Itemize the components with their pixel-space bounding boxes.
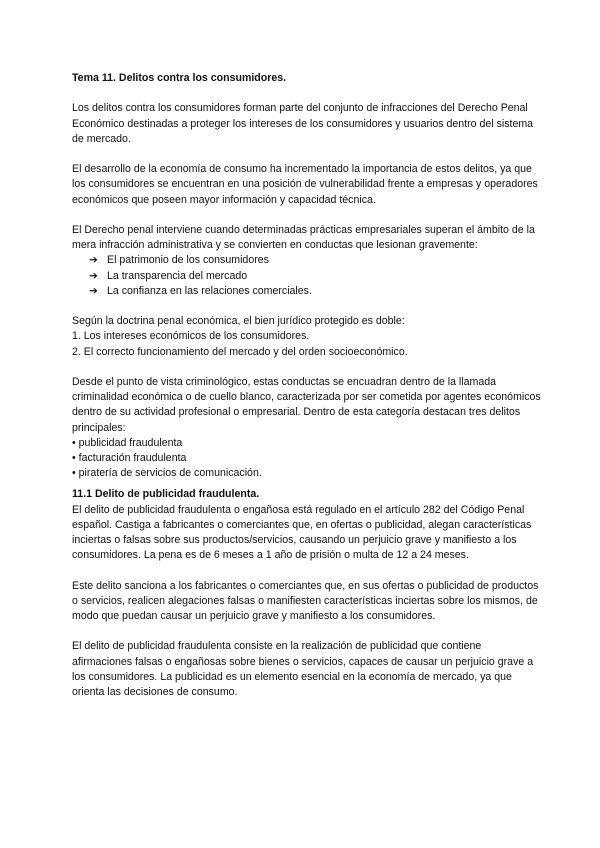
document-title: Tema 11. Delitos contra los consumidores. [72, 72, 287, 84]
arrow-list [72, 253, 542, 299]
doctrine-intro: Según la doctrina penal económica, el bien jurídico protegido es doble: [72, 315, 405, 328]
intervention-paragraph: El Derecho penal interviene cuando determinadas prácticas empresariales superan el ámbito de la mera infracción administrativa y se convierten en conductas que lesionan gravemente: [72, 223, 535, 252]
list-item: ➔ La transparencia del mercado [89, 269, 542, 284]
list-item: • publicidad fraudulenta [72, 436, 183, 449]
doctrine-list [72, 329, 542, 359]
criminology-paragraph: Desde el punto de vista criminológico, estas conductas se encuadran dentro de la llamada criminalidad económica o de cuello blanco, caracterizada por ser cometida por agentes económicos dentro de su actividad profesional o empresarial. Dentro de esta categoría destacan tres delitos principales: [72, 375, 541, 434]
list-item: 1. Los intereses económicos de los consumidores. [72, 330, 310, 343]
section-paragraph-1: El delito de publicidad fraudulenta o engañosa está regulado en el artículo 282 del Código Penal español. Castiga a fabricantes o comerciantes que, en ofertas o publicidad, alegan características inciertas o falsas sobre sus productos/servicios, causando un perjuicio grave y manifiesto a los consumidores. La pena es de 6 meses a 1 año de prisión o multa de 12 a 24 meses. [72, 503, 532, 562]
development-paragraph: El desarrollo de la economía de consumo ha incrementado la importancia de estos delitos, ya que los consumidores se encuentran en una posición de vulnerabilidad frente a empresas y operadores económicos que poseen mayor información y capacidad técnica. [72, 163, 538, 206]
arrow-icon: ➔ [89, 254, 98, 267]
list-item: 2. El correcto funcionamiento del mercado y del orden socioeconómico. [72, 345, 408, 358]
list-item: ➔ La confianza en las relaciones comerciales. [89, 284, 542, 299]
crime-list [72, 436, 542, 482]
section-paragraph-3: El delito de publicidad fraudulenta consiste en la realización de publicidad que contiene afirmaciones falsas o engañosas sobre bienes o servicios, capaces de causar un perjuicio grave a los consumidores. La publicidad es un elemento esencial en la economía de mercado, ya que orienta las decisiones de consumo. [72, 640, 534, 699]
section-title: 11.1 Delito de publicidad fraudulenta. [72, 488, 260, 501]
arrow-icon: ➔ [89, 269, 98, 282]
list-item: • facturación fraudulenta [72, 452, 187, 464]
section-paragraph-2: Este delito sanciona a los fabricantes o comerciantes que, en sus ofertas o publicidad de productos o servicios, realicen alegaciones falsas o manifiesten características inciertas sobre los mismos, de modo que puedan causar un perjuicio grave y manifiesto a los consumidores. [72, 579, 539, 623]
list-item: ➔ El patrimonio de los consumidores [89, 253, 542, 268]
intro-paragraph: Los delitos contra los consumidores forman parte del conjunto de infracciones del Derecho Penal Económico destinadas a proteger los intereses de los consumidores y usuarios dentro del sistema de mercado. [72, 102, 534, 145]
arrow-icon: ➔ [89, 284, 98, 297]
document-page [72, 71, 542, 700]
list-item: • piratería de servicios de comunicación. [72, 467, 262, 480]
